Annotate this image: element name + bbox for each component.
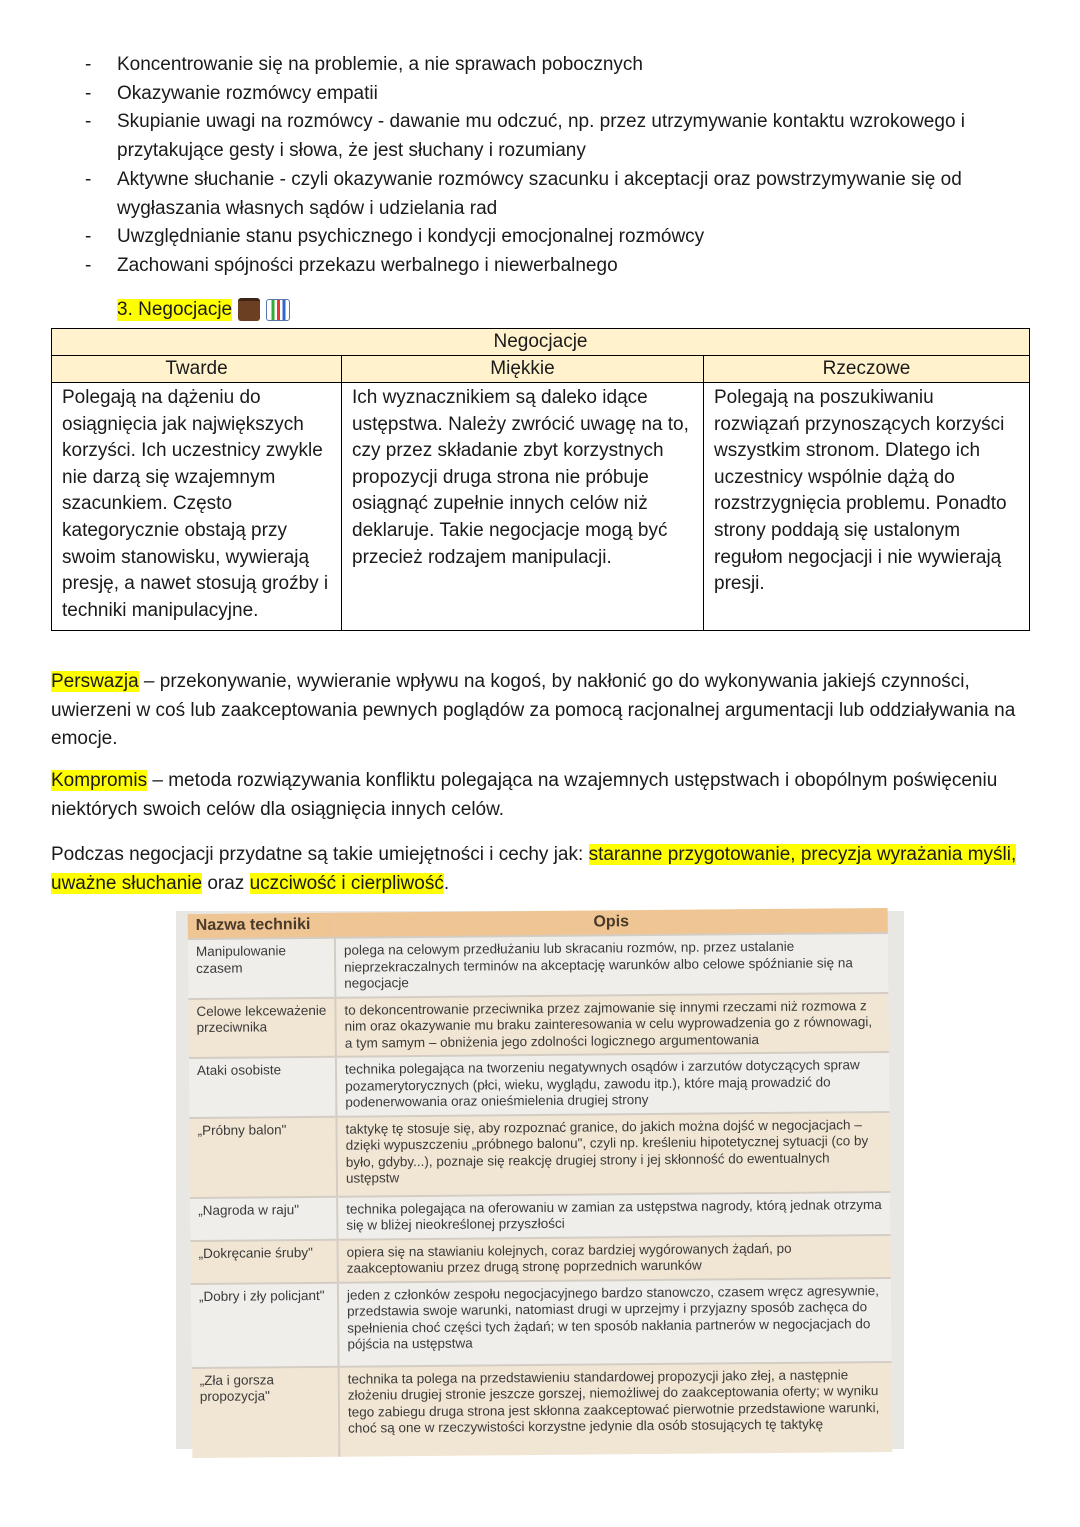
- techniques-photo: [176, 911, 904, 1449]
- technique-description: jeden z członków zespołu negocjacyjnego bardzo stanowczo, czasem wręcz agresywnie, przedstawia swoje warunki, natomiast drugi w uprzejmy i przyjazny sposób zachęca do spełnienia choć części tych żądań; w ten sposób nakłania partnerów w negocjacjach do pójścia na ustępstwa: [338, 1277, 892, 1366]
- list-item: - Zachowani spójności przekazu werbalnego i niewerbalnego: [85, 252, 1015, 281]
- bar-chart-icon: [266, 299, 290, 321]
- definition-kompromis: [51, 767, 1031, 824]
- table-row: [190, 1191, 890, 1240]
- section-heading: [117, 298, 290, 321]
- text: Podczas negocjacji przydatne są takie umiejętności i cechy jak:: [51, 844, 589, 865]
- text: .: [443, 872, 450, 894]
- definition: – przekonywanie, wywieranie wpływu na kogoś, by nakłonić go do wykonywania jakiejś czynności, uwierzeni w coś lub zaakceptowania pewnych poglądów za pomocą racjonalnej argumentacji lub oddziaływania na emocje.: [51, 671, 1016, 750]
- text: oraz: [202, 872, 250, 894]
- table-cell: Ich wyznacznikiem są daleko idące ustępstwa. Należy zwrócić uwagę na to, czy przez składanie zbyt korzystnych propozycji druga strona nie próbuje osiągnąć zupełnie innych celów niż deklaruje. Takie negocjacje mogą być przecież rodzajem manipulacji.: [342, 383, 704, 631]
- table-cell: Polegają na poszukiwaniu rozwiązań przynoszących korzyści wszystkim stronom. Dlatego ich uczestnicy wspólnie dążą do rozstrzygnięcia problemu. Ponadto strony poddają się ustalonym regułom negocjacji i nie wywierają presji.: [704, 383, 1030, 631]
- section-title: 3. Negocjacje: [117, 298, 233, 320]
- technique-name: „Dobry i zły policjant": [191, 1282, 339, 1367]
- list-item: - Aktywne słuchanie - czyli okazywanie rozmówcy szacunku i akceptacji oraz powstrzymywanie się od wygłaszania własnych sądów i udzielania rad: [85, 166, 1015, 223]
- table-row: [189, 1052, 889, 1118]
- table-row: [190, 1234, 890, 1283]
- bullet-list: [85, 51, 1015, 281]
- table-row: [191, 1277, 892, 1367]
- column-header: Twarde: [52, 356, 342, 383]
- term: Kompromis: [51, 770, 148, 791]
- technique-name: Celowe lekceważenie przeciwnika: [188, 997, 336, 1058]
- column-header: Miękkie: [342, 356, 704, 383]
- definition: – metoda rozwiązywania konfliktu polegająca na wzajemnych ustępstwach i obopólnym poświęceniu niektórych swoich celów dla osiągnięcia innych celów.: [51, 770, 998, 820]
- technique-name: „Nagroda w raju": [190, 1196, 337, 1240]
- technique-name: Manipulowanie czasem: [188, 938, 336, 999]
- list-item: - Uwzględnianie stanu psychicznego i kondycji emocjonalnej rozmówcy: [85, 223, 1015, 252]
- list-item: - Okazywanie rozmówcy empatii: [85, 80, 1015, 109]
- technique-description: taktykę tę stosuje się, aby rozpoznać granice, do jakich można dojść w negocjacjach – dzięki wypuszczeniu „próbnego balonu", czyli np. kreśleniu hipotetycznej sytuacji (co by było, gdyby...), poznaje się reakcję drugiej strony i jej skłonność do ewentualnych ustępstw: [336, 1111, 890, 1196]
- skills-paragraph: [51, 841, 1031, 898]
- techniques-table: [188, 908, 893, 1458]
- term: Perswazja: [51, 671, 139, 692]
- technique-name: Ataki osobiste: [189, 1057, 337, 1118]
- technique-description: polega na celowym przedłużaniu lub skracaniu rozmów, np. przez ustalanie nieprzekraczalnych terminów na akceptację warunków albo celowe spóźnianie się na negocjacje: [335, 933, 888, 997]
- table-row: [188, 992, 888, 1058]
- technique-name: „Zła i gorsza propozycja": [192, 1366, 340, 1457]
- list-item: - Skupianie uwagi na rozmówcy - dawanie mu odczuć, np. przez utrzymywanie kontaktu wzrokowego i przytakujące gesty i słowa, że jest słuchany i rozumiany: [85, 108, 1015, 165]
- table-row: [192, 1361, 893, 1457]
- column-header: Opis: [335, 908, 888, 938]
- technique-description: technika polegająca na tworzeniu negatywnych osądów i zarzutów dotyczących spraw pozamerytorycznych (płci, wieku, wyglądu, zawodu itp.), które mają prowadzić do podenerwowania oraz onieśmielenia drugiej strony: [336, 1052, 889, 1116]
- technique-description: technika ta polega na przedstawieniu standardowej propozycji jako złej, a następnie złożeniu drugiej stronie jeszcze gorszej, niemożliwej do zaakceptowania oferty; w wyniku tego zabiegu druga strona jest skłonna zaakceptować pierwotnie przedstawione warunki, choć są one w rzeczywistości korzystne jedynie dla osób stosujących tę taktykę: [339, 1361, 893, 1456]
- definition-perswazja: [51, 668, 1031, 754]
- column-header: Nazwa techniki: [188, 913, 335, 939]
- technique-description: to dekoncentrowanie przeciwnika przez zajmowanie się innymi rzeczami niż rozmowa z nim oraz okazywanie mu braku zainteresowania w celu wyprowadzenia go z równowagi, a tym samym – obniżenia jego zdolności logicznego argumentowania: [335, 992, 888, 1056]
- technique-name: „Próbny balon": [189, 1116, 337, 1197]
- highlight: uczciwość i cierpliwość: [249, 872, 444, 894]
- technique-description: opiera się na stawianiu kolejnych, coraz bardziej wygórowanych żądań, po zaakceptowaniu przez drugą stronę poprzednich warunków: [337, 1234, 890, 1282]
- table-row: [188, 933, 888, 999]
- briefcase-icon: [238, 298, 260, 321]
- technique-name: „Dokręcanie śruby": [190, 1239, 337, 1283]
- table-title: Negocjacje: [52, 329, 1030, 356]
- technique-description: technika polegająca na oferowaniu w zamian za ustępstwa nagrody, którą jednak otrzyma się w bliżej nieokreślonej przyszłości: [337, 1191, 890, 1239]
- table-cell: Polegają na dążeniu do osiągnięcia jak największych korzyści. Ich uczestnicy zwykle nie darzą się wzajemnym szacunkiem. Często kategorycznie obstają przy swoim stanowisku, wywierają presję, a nawet stosują groźby i techniki manipulacyjne.: [52, 383, 342, 631]
- highlight: staranne przygotowanie, precyzja wyrażania myśli, uważne słuchanie: [51, 844, 1017, 894]
- column-header: Rzeczowe: [704, 356, 1030, 383]
- negotiations-table: [51, 328, 1030, 631]
- table-row: [189, 1111, 890, 1197]
- list-item: - Koncentrowanie się na problemie, a nie sprawach pobocznych: [85, 51, 1015, 80]
